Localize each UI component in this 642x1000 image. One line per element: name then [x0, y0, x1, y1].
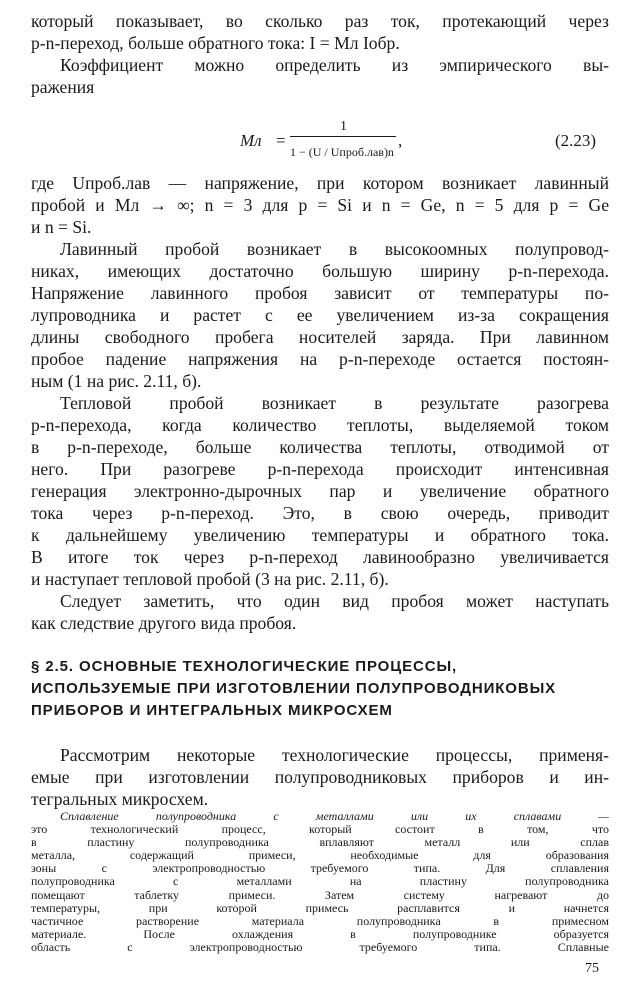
text-line: ным (1 на рис. 2.11, б). [31, 371, 202, 391]
text-line: Напряжение лавинного пробоя зависит от температуры по- [31, 283, 609, 303]
equation-numerator: 1 [340, 119, 347, 134]
text-line: температуры, при которой примесь расплавится и начнется [31, 901, 609, 915]
fraction-bar [290, 136, 396, 137]
text-line: длины свободного пробега носителей заряда. При лавинном [31, 327, 609, 347]
text-line: Сплавление полупроводника с металлами или их сплавами — [60, 809, 609, 823]
section-heading-line: ПРИБОРОВ И ИНТЕГРАЛЬНЫХ МИКРОСХЕМ [31, 702, 393, 719]
text-line: Рассмотрим некоторые технологические процессы, применя- [60, 745, 609, 765]
text-line: ражения [31, 77, 95, 97]
text-line: зоны с электропроводностью требуемого типа. Для сплавления [31, 861, 609, 875]
text-line: Коэффициент можно определить из эмпирического вы- [60, 55, 609, 75]
text-line: и n = Si. [31, 217, 92, 237]
text-line: где Uпроб.лав — напряжение, при котором возникает лавинный [31, 173, 609, 193]
text-line: который показывает, во сколько раз ток, протекающий через [31, 11, 609, 31]
page-number: 75 [585, 961, 599, 976]
text-line: и наступает тепловой пробой (3 на рис. 2.11, б). [31, 569, 389, 589]
text-line: в p-n-переходе, больше количества теплоты, отводимой от [31, 437, 609, 457]
equals-sign: = [276, 131, 286, 150]
text-line: генерация электронно-дырочных пар и увеличение обратного [31, 481, 609, 501]
text-line: Тепловой пробой возникает в результате разогрева [60, 393, 609, 413]
equation-comma: , [398, 131, 403, 150]
text-line: никах, имеющих достаточно большую ширину p-n-перехода. [31, 261, 609, 281]
text-line: емые при изготовлении полупроводниковых приборов и ин- [31, 767, 609, 787]
text-line: к дальнейшему увеличению температуры и обратного тока. [31, 525, 609, 545]
text-line: металла, содержащий примеси, необходимые для образования [31, 848, 609, 862]
section-heading-line: § 2.5. ОСНОВНЫЕ ТЕХНОЛОГИЧЕСКИЕ ПРОЦЕССЫ, [31, 658, 458, 675]
text-line: Лавинный пробой возникает в высокоомных полупровод- [60, 239, 609, 259]
text-line: него. При разогреве p-n-перехода происходит интенсивная [31, 459, 609, 479]
text-line: это технологический процесс, который состоит в том, что [31, 822, 609, 836]
text-line: лупроводника и растет с ее увеличением из-за сокращения [31, 305, 609, 325]
text-line: в пластину полупроводника вплавляют металл или сплав [31, 835, 609, 849]
text-line: как следствие другого вида пробоя. [31, 613, 297, 633]
text-line: тока через p-n-переход. Это, в свою очередь, приводит [31, 503, 609, 523]
equation-denominator: 1 − (U / Uпроб.лав)n [290, 145, 394, 159]
text-line: p-n-перехода, когда количество теплоты, выделяемой током [31, 415, 609, 435]
equation-lhs: Mл [240, 131, 262, 150]
text-line: p-n-переход, больше обратного тока: I = Mл Iобр. [31, 33, 400, 53]
text-line: тегральных микросхем. [31, 789, 209, 809]
text-line: Следует заметить, что один вид пробоя может наступать [60, 591, 609, 611]
text-line: пробое падение напряжения на p-n-переходе остается постоян- [31, 349, 609, 369]
text-line: В итоге ток через p-n-переход лавинообразно увеличивается [31, 547, 609, 567]
text-line: частичное растворение материала полупроводника в примесном [31, 914, 609, 928]
text-line: помещают таблетку примеси. Затем систему нагревают до [31, 888, 609, 902]
text-line: пробой и Mл → ∞; n = 3 для p = Si и n = Ge, n = 5 для p = Ge [31, 195, 609, 215]
equation-number: (2.23) [555, 131, 597, 150]
text-line: область с электропроводностью требуемого типа. Сплавные [31, 940, 609, 954]
text-line: полупроводника с металлами на пластину полупроводника [31, 874, 609, 888]
text-line: материале. После охлаждения в полупроводнике образуется [31, 927, 609, 941]
equation [240, 112, 440, 172]
section-heading-line: ИСПОЛЬЗУЕМЫЕ ПРИ ИЗГОТОВЛЕНИИ ПОЛУПРОВОДНИКОВЫХ [31, 680, 557, 697]
